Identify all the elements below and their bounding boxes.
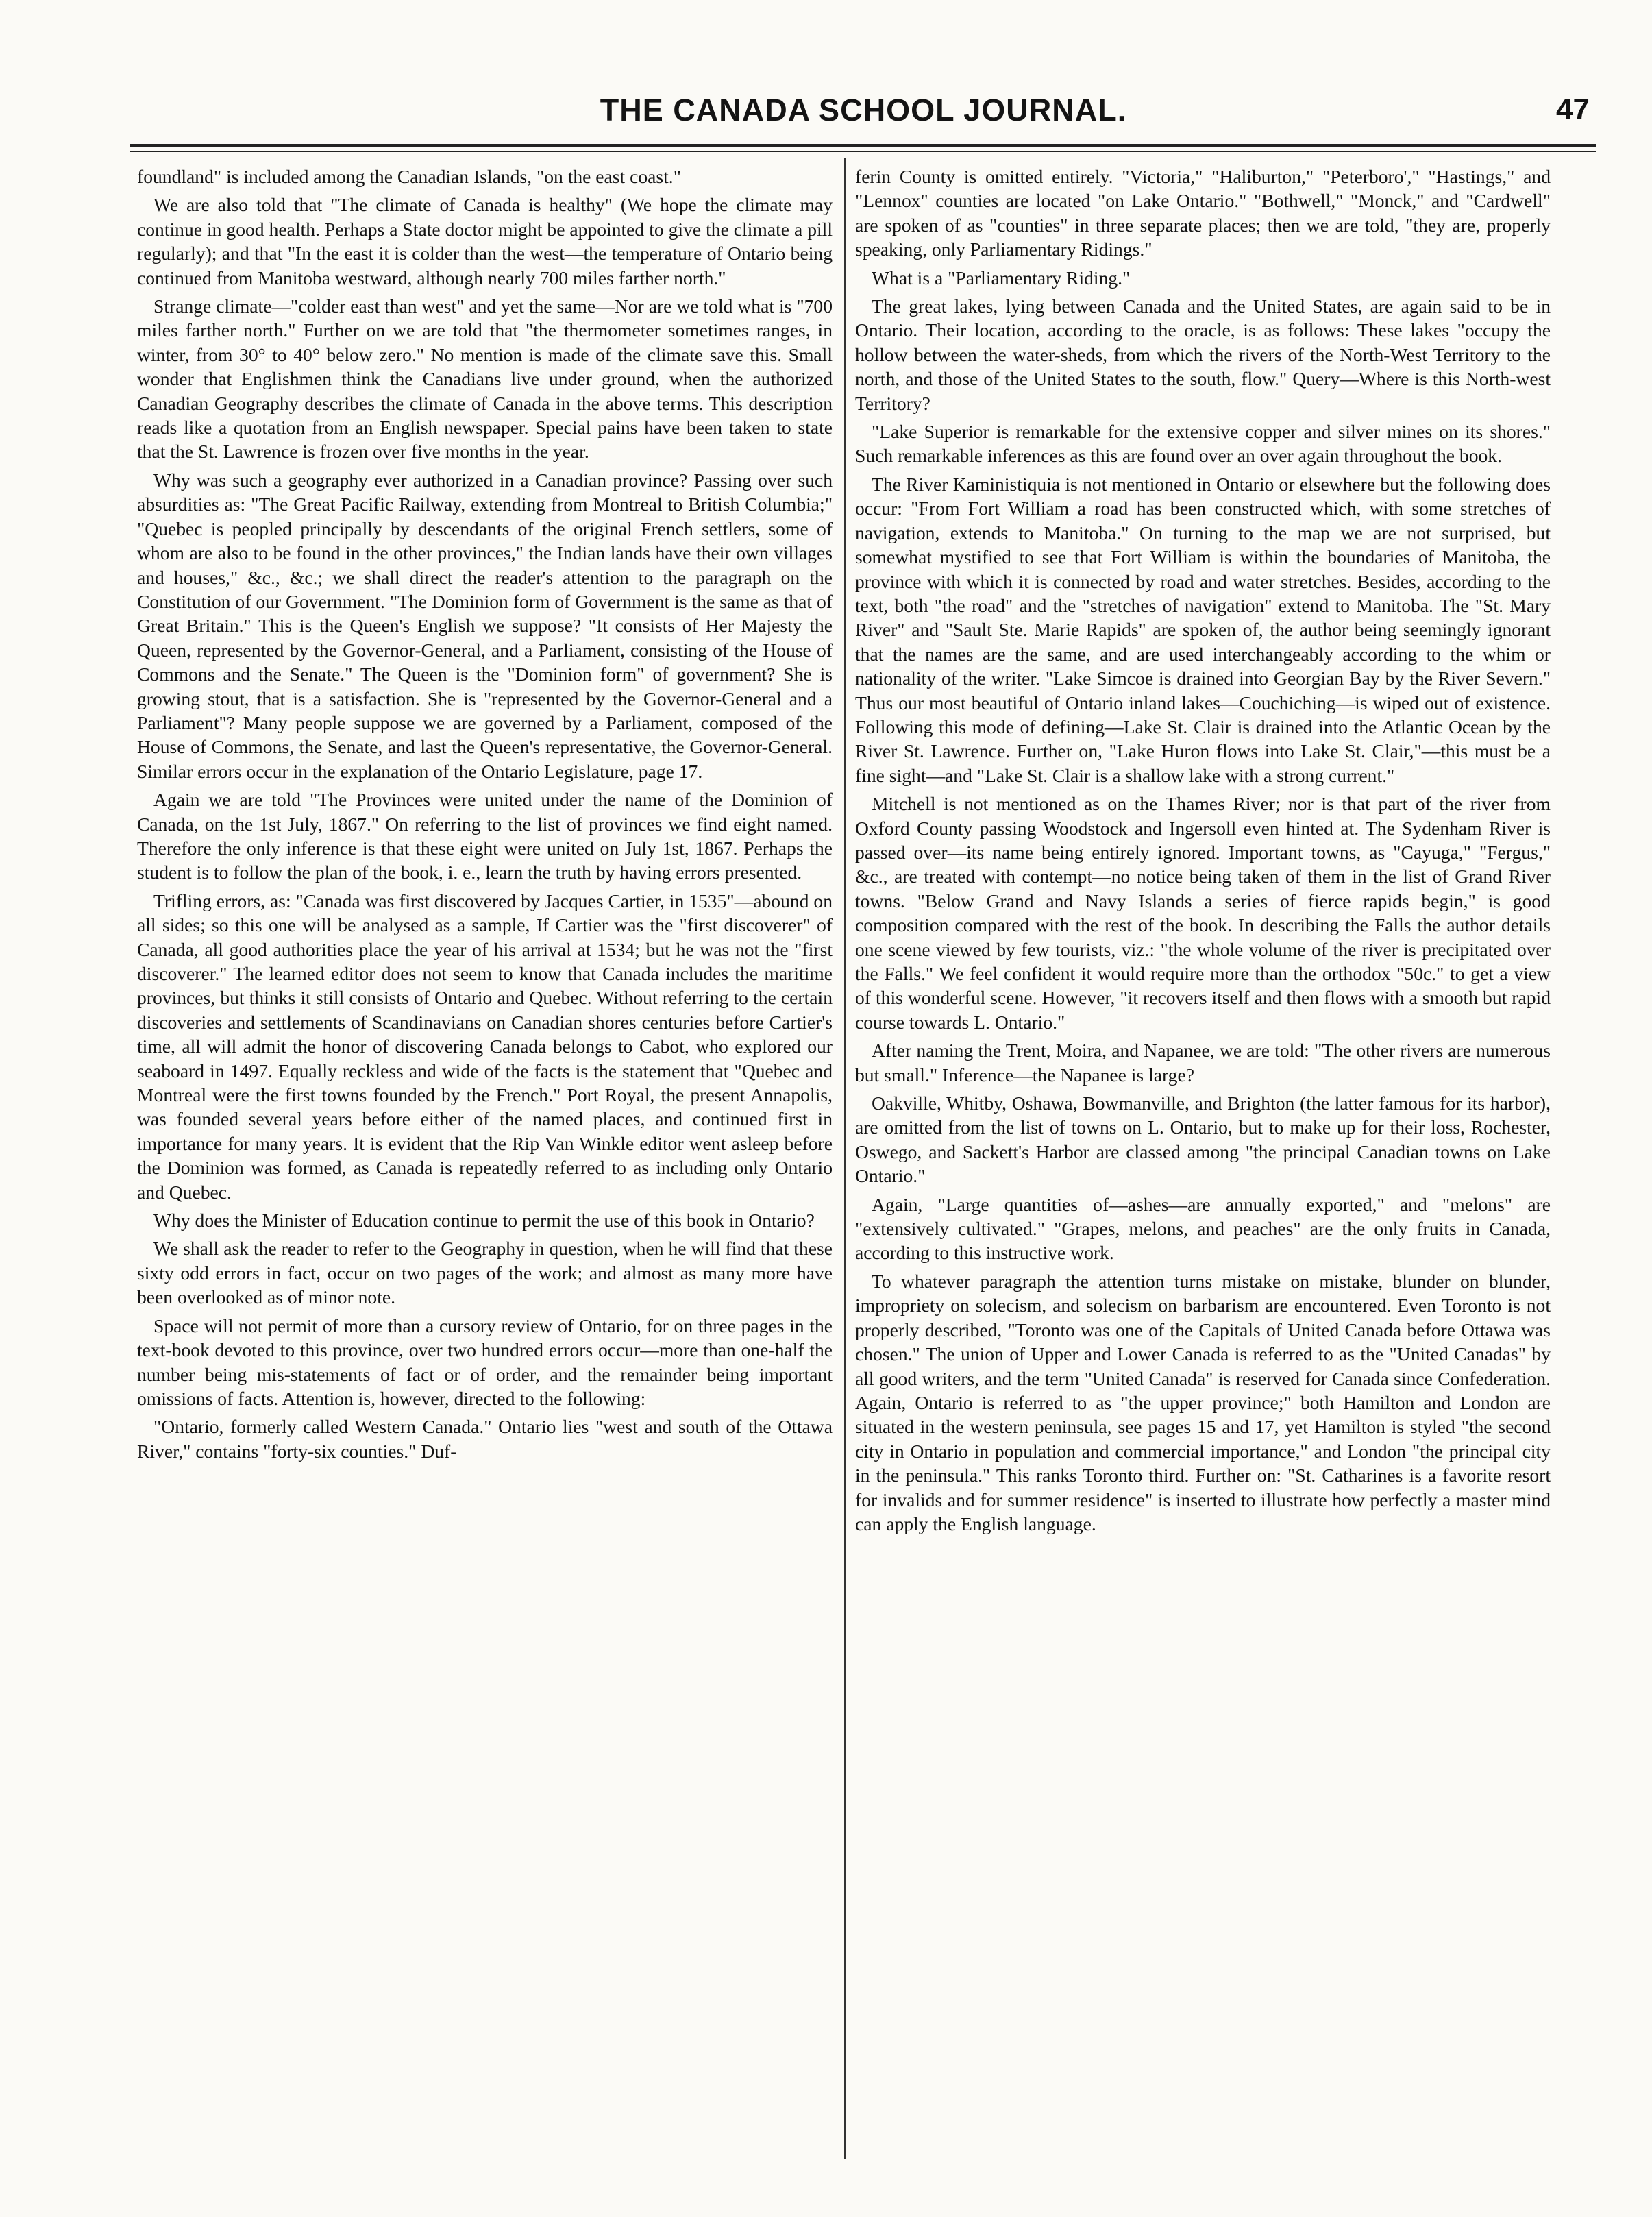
paragraph: ferin County is omitted entirely. "Victoria," "Haliburton," "Peterboro'," "Hastings," and "Lennox" counties are located "on Lake Ontario." "Bothwell," "Monck," and "Cardwell" are spoken of as "counties" in three separate places; then we are told, "they are, properly speaking, only Parliamentary Ridings."	[855, 166, 1551, 260]
paragraph: To whatever paragraph the attention turns mistake on mistake, blunder on blunder, impropriety on solecism, and solecism on barbarism are encountered. Even Toronto is not properly described, "Toronto was one of the Capitals of United Canada before Ottawa was chosen." The union of Upper and Lower Canada is referred to as the "United Canadas" by all good writers, and the term "United Canada" is reserved for Canada since Confederation. Again, Ontario is referred to as "the upper province;" both Hamilton and London are situated in the western peninsula, see pages 15 and 17, yet Hamilton is styled "the second city in Ontario in population and commercial importance," and London "the principal city in the peninsula." This ranks Toronto third. Further on: "St. Catharines is a favorite resort for invalids and for summer residence" is inserted to illustrate how perfectly a master mind can apply the English language.	[855, 1270, 1551, 1534]
left-column	[137, 164, 833, 2166]
page-header	[130, 86, 1596, 147]
page-number: 47	[1556, 93, 1590, 126]
paragraph: After naming the Trent, Moira, and Napanee, we are told: "The other rivers are numerous but small." Inference—the Napanee is large?	[855, 1040, 1551, 1086]
paragraph: The great lakes, lying between Canada and the United States, are again said to be in Ontario. Their location, according to the oracle, is as follows: These lakes "occupy the hollow between the water-sheds, from which the rivers of the North-West Territory to the north, and those of the United States to the south, flow." Query—Where is this North-west Territory?	[855, 295, 1551, 414]
paragraph: "Lake Superior is remarkable for the extensive copper and silver mines on its shores." Such remarkable inferences as this are found over an over again throughout the book.	[855, 421, 1551, 467]
journal-title: THE CANADA SCHOOL JOURNAL.	[600, 93, 1127, 127]
paragraph: Why does the Minister of Education continue to permit the use of this book in Ontario?	[153, 1210, 815, 1232]
paragraph: Oakville, Whitby, Oshawa, Bowmanville, and Brighton (the latter famous for its harbor), are omitted from the list of towns on L. Ontario, but to make up for their loss, Rochester, Oswego, and Sackett's Harbor are classed among "the principal Canadian towns on Lake Ontario."	[855, 1092, 1551, 1187]
paragraph: Again, "Large quantities of—ashes—are annually exported," and "melons" are "extensively cultivated." "Grapes, melons, and peaches" are the only fruits in Canada, according to this instructive work.	[855, 1193, 1551, 1264]
paragraph: We are also told that "The climate of Canada is healthy" (We hope the climate may continue in good health. Perhaps a State doctor might be appointed to give the climate a pill regularly); and that "In the east it is colder than the west—the temperature of Ontario being continued from Manitoba westward, although nearly 700 miles farther north."	[137, 194, 833, 289]
paragraph: Space will not permit of more than a cursory review of Ontario, for on three pages in the text-book devoted to this province, over two hundred errors occur—more than one-half the number being mis-statements of fact or of order, and the remainder being important omissions of facts. Attention is, however, directed to the following:	[137, 1314, 833, 1409]
header-rule-thick	[130, 144, 1596, 147]
column-divider	[844, 158, 846, 2159]
right-column	[855, 164, 1551, 2166]
paragraph: Strange climate—"colder east than west" and yet the same—Nor are we told what is "700 miles farther north." Further on we are told that "the thermometer sometimes ranges, in winter, from 30° to 40° below zero." No mention is made of the climate save this. Small wonder that Englishmen think the Canadians live under ground, when the authorized Canadian Geography describes the climate of Canada in the above terms. This description reads like a quotation from an English newspaper. Special pains have been taken to state that the St. Lawrence is frozen over five months in the year.	[137, 295, 833, 463]
paragraph: The River Kaministiquia is not mentioned in Ontario or elsewhere but the following does occur: "From Fort William a road has been constructed which, with some stretches of navigation, extends to Manitoba." On turning to the map we are not surprised, but somewhat mystified to see that Fort William is within the boundaries of Manitoba, the province with which it is connected by road and water stretches. Besides, according to the text, both "the road" and the "stretches of navigation" extend to Manitoba. The "St. Mary River" and "Sault Ste. Marie Rapids" are spoken of, the author being seemingly ignorant that the names are the same, and are used interchangeably according to the whim or nationality of the writer. "Lake Simcoe is drained into Georgian Bay by the River Severn." Thus our most beautiful of Ontario inland lakes—Couchiching—is wiped out of existence. Following this mode of defining—Lake St. Clair is drained into the Atlantic Ocean by the River St. Lawrence. Further on, "Lake Huron flows into Lake St. Clair,"—this must be a fine sight—and "Lake St. Clair is a shallow lake with a strong current."	[855, 473, 1551, 786]
paragraph: We shall ask the reader to refer to the Geography in question, when he will find that these sixty odd errors in fact, occur on two pages of the work; and almost as many more have been overlooked as of minor note.	[137, 1238, 833, 1308]
paragraph: Again we are told "The Provinces were united under the name of the Dominion of Canada, on the 1st July, 1867." On referring to the list of provinces we find eight named. Therefore the only inference is that these eight were united on July 1st, 1867. Perhaps the student is to follow the plan of the book, i. e., learn the truth by having errors presented.	[137, 789, 833, 883]
header-rule-thin	[130, 151, 1596, 152]
paragraph: What is a "Parliamentary Riding."	[872, 267, 1131, 289]
paragraph: Trifling errors, as: "Canada was first discovered by Jacques Cartier, in 1535"—abound on all sides; so this one will be analysed as a sample, If Cartier was the "first discoverer" of Canada, all good authorities place the year of his arrival at 1534; but he was not the "first discoverer." The learned editor does not seem to know that Canada includes the maritime provinces, but thinks it still consists of Ontario and Quebec. Without referring to the certain discoveries and settlements of Scandinavians on Canadian shores centuries before Cartier's time, all will admit the honor of discovering Canada belongs to Cabot, who explored our seaboard in 1497. Equally reckless and wide of the facts is the statement that "Quebec and Montreal were the first towns founded by the French." Port Royal, the present Annapolis, was founded several years before either of the named places, and continued first in importance for many years. It is evident that the Rip Van Winkle editor went asleep before the Dominion was formed, as Canada is repeatedly referred to as including only Ontario and Quebec.	[137, 890, 833, 1203]
paragraph: foundland" is included among the Canadian Islands, "on the east coast."	[137, 166, 681, 187]
paragraph: Why was such a geography ever authorized in a Canadian province? Passing over such absurdities as: "The Great Pacific Railway, extending from Montreal to British Columbia;" "Quebec is peopled principally by descendants of the original French settlers, some of whom are also to be found in the other provinces," the Indian lands have their own villages and houses," &c., &c.; we shall direct the reader's attention to the paragraph on the Constitution of our Government. "The Dominion form of Government is the same as that of Great Britain." This is the Queen's English we suppose? "It consists of Her Majesty the Queen, represented by the Governor-General, and a Parliament, consisting of the House of Commons and the Senate." The Queen is the "Dominion form" of government? She is growing stout, that is a satisfaction. She is "represented by the Governor-General and a Parliament"? Many people suppose we are governed by a Parliament, composed of the House of Commons, the Senate, and last the Queen's representative, the Governor-General. Similar errors occur in the explanation of the Ontario Legislature, page 17.	[137, 469, 833, 782]
paragraph: Mitchell is not mentioned as on the Thames River; nor is that part of the river from Oxford County passing Woodstock and Ingersoll even hinted at. The Sydenham River is passed over—its name being entirely ignored. Important towns, as "Cayuga," "Fergus," &c., are treated with contempt—no notice being taken of them in the list of Grand River towns. "Below Grand and Navy Islands a series of fierce rapids begin," is good composition compared with the rest of the book. In describing the Falls the author details one scene viewed by few tourists, viz.: "the whole volume of the river is precipitated over the Falls." We feel confident it would require more than the orthodox "50c." to get a view of this wonderful scene. However, "it recovers itself and then flows with a smooth but rapid course towards L. Ontario."	[855, 793, 1551, 1033]
paragraph: "Ontario, formerly called Western Canada." Ontario lies "west and south of the Ottawa River," contains "forty-six counties." Duf-	[137, 1416, 833, 1462]
